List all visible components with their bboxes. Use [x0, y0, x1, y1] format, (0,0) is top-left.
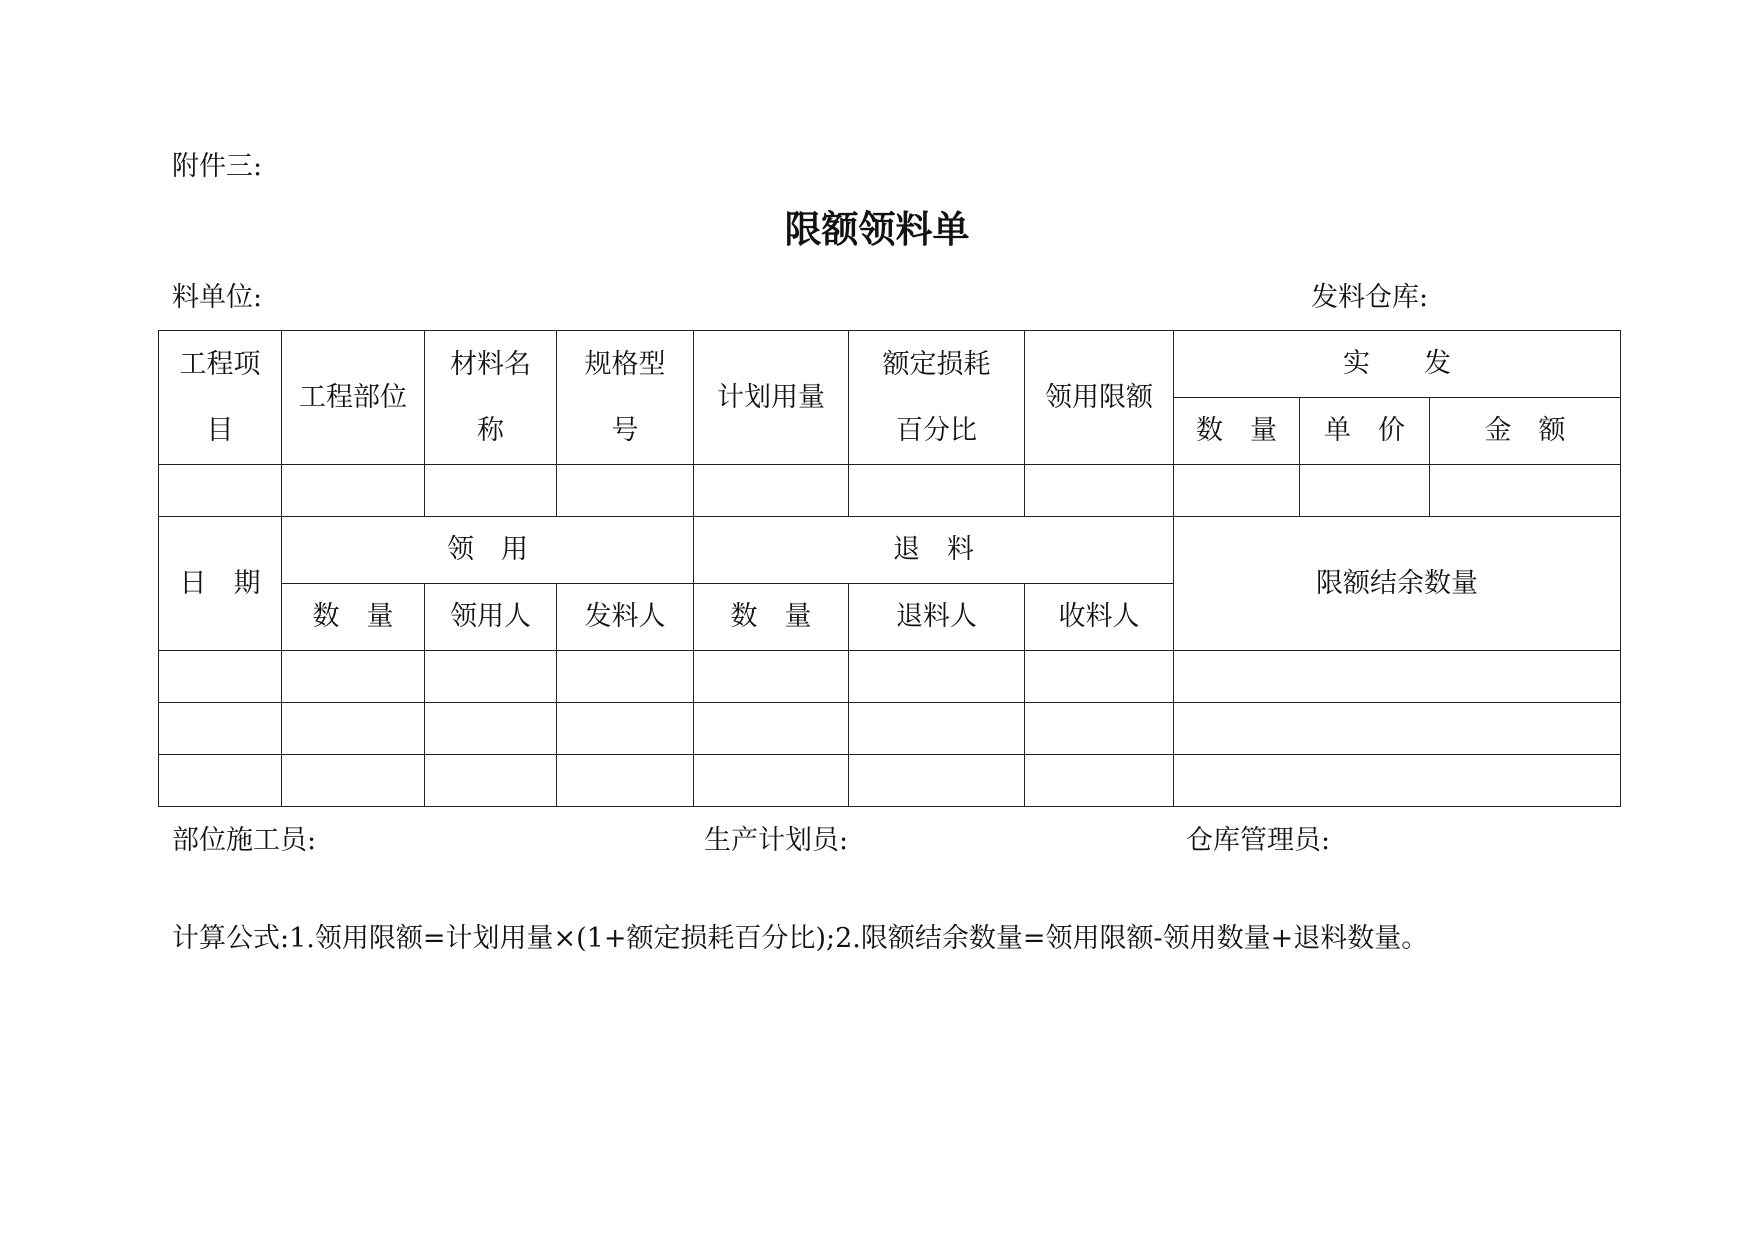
- header-issuer: 发料人: [557, 584, 694, 651]
- cell-returner[interactable]: [849, 703, 1025, 755]
- header-loss-line1: 额定损耗: [882, 348, 991, 380]
- cell-issuer[interactable]: [557, 651, 694, 703]
- cell-project[interactable]: [159, 465, 282, 517]
- cell-return-qty[interactable]: [694, 703, 849, 755]
- cell-return-qty[interactable]: [694, 651, 849, 703]
- site-worker-label: 部位施工员:: [172, 825, 317, 856]
- header-receive-qty: 数 量: [282, 584, 425, 651]
- header-loss-line2: 百分比: [896, 414, 977, 446]
- header-actual-issue: 实 发: [1174, 331, 1621, 398]
- cell-spec[interactable]: [557, 465, 694, 517]
- header-receiver: 领用人: [425, 584, 557, 651]
- header-limit: 领用限额: [1025, 331, 1174, 465]
- header-remaining: 限额结余数量: [1174, 517, 1621, 651]
- header-project-line2: 目: [206, 414, 234, 446]
- header-spec-line1: 规格型: [584, 348, 666, 380]
- cell-remaining[interactable]: [1174, 755, 1621, 807]
- header-material: [425, 331, 557, 465]
- header-project-line1: 工程项: [179, 348, 261, 380]
- cell-issuer[interactable]: [557, 703, 694, 755]
- cell-limit[interactable]: [1025, 465, 1174, 517]
- header-loss-rate: [849, 331, 1025, 465]
- warehouse-label: 发料仓库:: [1311, 282, 1429, 313]
- cell-planned-qty[interactable]: [694, 465, 849, 517]
- warehouse-keeper-label: 仓库管理员:: [1186, 825, 1331, 856]
- header-qty: 数 量: [1174, 398, 1300, 465]
- page-title: 限额领料单: [784, 208, 970, 251]
- attachment-label: 附件三:: [172, 151, 263, 182]
- cell-receiver[interactable]: [425, 703, 557, 755]
- calculation-formula: 计算公式:1.领用限额=计划用量×(1+额定损耗百分比);2.限额结余数量=领用限额-领用数量+退料数量。: [172, 923, 1429, 954]
- cell-section[interactable]: [282, 465, 425, 517]
- header-unit-price: 单 价: [1300, 398, 1430, 465]
- cell-date[interactable]: [159, 651, 282, 703]
- cell-collector[interactable]: [1025, 755, 1174, 807]
- cell-receive-qty[interactable]: [282, 755, 425, 807]
- header-spec: [557, 331, 694, 465]
- cell-collector[interactable]: [1025, 703, 1174, 755]
- cell-remaining[interactable]: [1174, 703, 1621, 755]
- cell-material[interactable]: [425, 465, 557, 517]
- cell-issuer[interactable]: [557, 755, 694, 807]
- header-date: 日 期: [159, 517, 282, 651]
- header-planned-qty: 计划用量: [694, 331, 849, 465]
- header-project: [159, 331, 282, 465]
- header-section: 工程部位: [282, 331, 425, 465]
- cell-receiver[interactable]: [425, 651, 557, 703]
- header-return-qty: 数 量: [694, 584, 849, 651]
- cell-amount[interactable]: [1430, 465, 1621, 517]
- cell-remaining[interactable]: [1174, 651, 1621, 703]
- cell-unit-price[interactable]: [1300, 465, 1430, 517]
- cell-collector[interactable]: [1025, 651, 1174, 703]
- table-row: [159, 651, 1621, 703]
- cell-date[interactable]: [159, 755, 282, 807]
- cell-qty[interactable]: [1174, 465, 1300, 517]
- header-returner: 退料人: [849, 584, 1025, 651]
- cell-loss-rate[interactable]: [849, 465, 1025, 517]
- cell-receive-qty[interactable]: [282, 651, 425, 703]
- cell-receive-qty[interactable]: [282, 703, 425, 755]
- table-row: [159, 703, 1621, 755]
- header-material-line1: 材料名: [450, 348, 531, 380]
- cell-returner[interactable]: [849, 755, 1025, 807]
- header-return: 退 料: [694, 517, 1174, 584]
- unit-label: 料单位:: [172, 282, 263, 313]
- header-receive: 领 用: [282, 517, 694, 584]
- cell-return-qty[interactable]: [694, 755, 849, 807]
- cell-returner[interactable]: [849, 651, 1025, 703]
- header-spec-line2: 号: [611, 414, 639, 446]
- header-amount: 金 额: [1430, 398, 1621, 465]
- header-material-line2: 称: [477, 414, 504, 446]
- header-collector: 收料人: [1025, 584, 1174, 651]
- planner-label: 生产计划员:: [704, 825, 849, 856]
- material-requisition-table: [158, 330, 1621, 807]
- cell-date[interactable]: [159, 703, 282, 755]
- cell-receiver[interactable]: [425, 755, 557, 807]
- table-row: [159, 755, 1621, 807]
